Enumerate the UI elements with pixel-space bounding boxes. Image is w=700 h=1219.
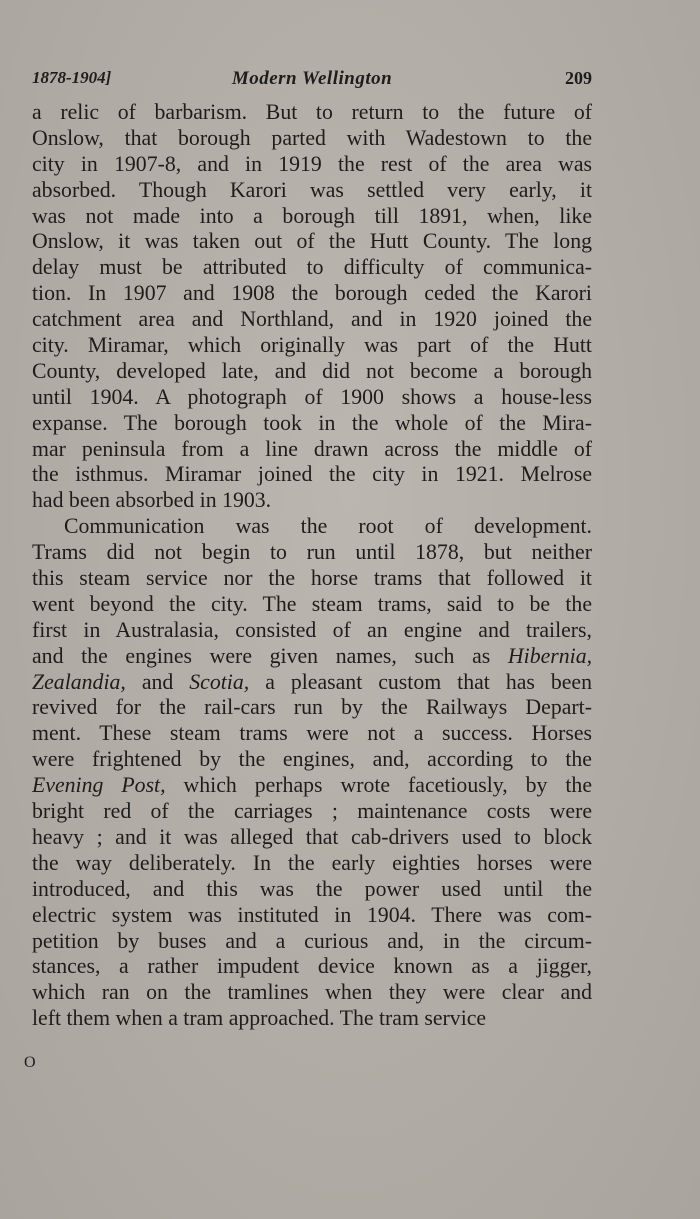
text-line: bright red of the carriages ; maintenance costs were	[32, 799, 592, 824]
text-line: catchment area and Northland, and in 1920 joined the	[32, 307, 592, 332]
text-line: mar peninsula from a line drawn across the middle of	[32, 436, 592, 461]
text-line: had been absorbed in 1903.	[32, 488, 272, 513]
body-text	[32, 100, 592, 1032]
text-line: went beyond the city. The steam trams, said to be the	[32, 591, 592, 616]
signature-mark: O	[24, 1054, 36, 1071]
text-line: and the engines were given names, such as Hibernia,	[32, 643, 592, 668]
text-line: County, developed late, and did not become a borough	[32, 358, 592, 383]
text-line: were frightened by the engines, and, according to the	[32, 747, 592, 772]
text-line: Communication was the root of development.	[64, 514, 592, 539]
text-line: delay must be attributed to difficulty of communica-	[32, 255, 592, 280]
text-line: Onslow, that borough parted with Wadestown to the	[32, 125, 592, 150]
text-line: which ran on the tramlines when they were clear and	[32, 980, 592, 1005]
text-line: tion. In 1907 and 1908 the borough ceded the Karori	[32, 281, 592, 306]
text-line: heavy ; and it was alleged that cab-drivers used to block	[32, 824, 592, 849]
text-line: was not made into a borough till 1891, when, like	[32, 203, 592, 228]
text-line: a relic of barbarism. But to return to the future of	[32, 100, 592, 124]
text-line: until 1904. A photograph of 1900 shows a house-less	[32, 384, 592, 409]
text-line: Onslow, it was taken out of the Hutt County. The long	[32, 229, 592, 254]
text-line: city. Miramar, which originally was part of the Hutt	[32, 333, 592, 358]
page-number: 209	[565, 68, 592, 88]
text-line: this steam service nor the horse trams that followed it	[32, 566, 592, 591]
text-line: ment. These steam trams were not a success. Horses	[32, 721, 592, 746]
text-line: introduced, and this was the power used until the	[32, 876, 592, 901]
text-line: revived for the rail-cars run by the Railways Depart-	[32, 695, 592, 720]
text-line: petition by buses and a curious and, in the circum-	[32, 928, 592, 953]
running-header	[32, 68, 592, 94]
header-date-range: 1878-1904]	[32, 68, 112, 87]
text-line: electric system was instituted in 1904. There was com-	[32, 902, 592, 927]
text-line: stances, a rather impudent device known as a jigger,	[32, 954, 592, 979]
text-line: Trams did not begin to run until 1878, but neither	[32, 540, 592, 565]
text-line: the isthmus. Miramar joined the city in 1921. Melrose	[32, 462, 592, 487]
text-line: absorbed. Though Karori was settled very early, it	[32, 177, 592, 202]
text-line: first in Australasia, consisted of an engine and trailers,	[32, 617, 592, 642]
text-line: city in 1907-8, and in 1919 the rest of the area was	[32, 151, 592, 176]
text-line: expanse. The borough took in the whole of the Mira-	[32, 410, 592, 435]
text-line: Evening Post, which perhaps wrote facetiously, by the	[32, 773, 592, 798]
text-line: Zealandia, and Scotia, a pleasant custom that has been	[32, 669, 592, 694]
text-line: the way deliberately. In the early eighties horses were	[32, 850, 592, 875]
header-title: Modern Wellington	[231, 68, 393, 89]
text-line: left them when a tram approached. The tram service	[32, 1006, 487, 1031]
